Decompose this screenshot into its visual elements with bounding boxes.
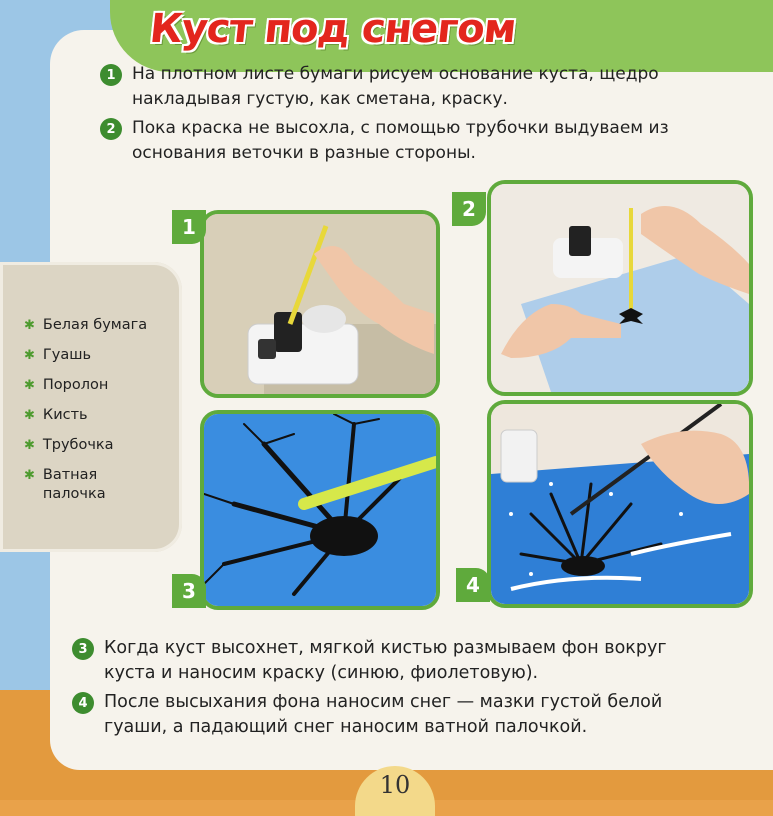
star-bullet-icon: ✱	[24, 438, 35, 453]
photo-3	[200, 410, 440, 610]
photo-2	[487, 180, 753, 396]
step-3-line-2: куста и наносим краску (синюю, фиолетовую).	[104, 663, 539, 683]
material-item: ✱ Поролон	[24, 377, 109, 393]
material-item: ✱ Трубочка	[24, 437, 114, 453]
star-bullet-icon: ✱	[24, 408, 35, 423]
page-title: Куст под снегом	[147, 6, 518, 52]
step-4-number: 4	[72, 692, 94, 714]
photo-1	[200, 210, 440, 398]
step-2-number: 2	[100, 118, 122, 140]
photo-2-label: 2	[452, 192, 486, 226]
step-1-line-2: накладывая густую, как сметана, краску.	[132, 89, 508, 109]
star-bullet-icon: ✱	[24, 378, 35, 393]
step-4-line-1: После высыхания фона наносим снег — мазки густой белой	[104, 692, 663, 712]
step-4	[72, 690, 752, 740]
material-item: ✱ Ватная палочка	[24, 467, 106, 502]
step-2	[100, 116, 740, 166]
page-number: 10	[355, 766, 435, 816]
photo-3-label: 3	[172, 574, 206, 608]
material-item: ✱ Кисть	[24, 407, 88, 423]
photo-4-label: 4	[456, 568, 490, 602]
step-1-line-1: На плотном листе бумаги рисуем основание куста, щедро	[132, 64, 659, 84]
step-3-line-1: Когда куст высохнет, мягкой кистью размываем фон вокруг	[104, 638, 667, 658]
step-3-number: 3	[72, 638, 94, 660]
step-2-line-1: Пока краска не высохла, с помощью трубочки выдуваем из	[132, 118, 669, 138]
star-bullet-icon: ✱	[24, 468, 35, 483]
materials-panel	[0, 262, 182, 552]
photo-1-label: 1	[172, 210, 206, 244]
star-bullet-icon: ✱	[24, 348, 35, 363]
step-2-line-2: основания веточки в разные стороны.	[132, 143, 476, 163]
material-item: ✱ Гуашь	[24, 347, 92, 363]
star-bullet-icon: ✱	[24, 318, 35, 333]
step-4-line-2: гуаши, а падающий снег наносим ватной палочкой.	[104, 717, 588, 737]
material-item: ✱ Белая бумага	[24, 317, 148, 333]
step-1	[100, 62, 740, 112]
photo-4	[487, 400, 753, 608]
step-3	[72, 636, 752, 686]
step-1-number: 1	[100, 64, 122, 86]
